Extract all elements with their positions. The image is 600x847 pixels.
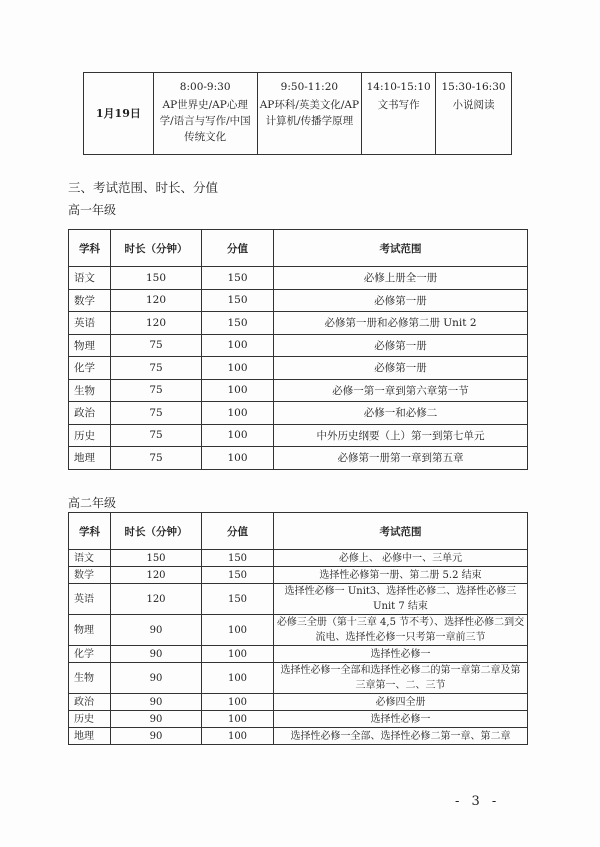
subject-cell: 化学 xyxy=(69,646,111,663)
duration-cell: 90 xyxy=(111,694,202,711)
duration-cell: 90 xyxy=(111,646,202,663)
slot-time: 8:00-9:30 xyxy=(179,81,231,93)
duration-cell: 75 xyxy=(111,402,202,425)
grade2-body xyxy=(69,550,528,745)
scope-cell: 必修上、 必修中一、三单元 xyxy=(274,550,528,567)
score-cell: 150 xyxy=(202,289,274,312)
table-row xyxy=(69,567,528,584)
scope-cell: 选择性必修一全部、选择性必修二第一章、第二章 xyxy=(274,728,528,745)
duration-cell: 120 xyxy=(111,312,202,335)
table-row xyxy=(69,267,528,290)
grade1-title: 高一年级 xyxy=(68,203,117,217)
table-row xyxy=(69,615,528,646)
table-row xyxy=(69,402,528,425)
subject-cell: 化学 xyxy=(69,357,111,380)
schedule-row xyxy=(84,73,512,155)
score-cell: 150 xyxy=(202,550,274,567)
schedule-slot xyxy=(257,73,362,155)
duration-cell: 150 xyxy=(111,267,202,290)
table-row xyxy=(69,447,528,470)
table-row xyxy=(69,334,528,357)
subject-cell: 政治 xyxy=(69,402,111,425)
duration-cell: 75 xyxy=(111,379,202,402)
header-scope: 考试范围 xyxy=(274,230,528,267)
duration-cell: 90 xyxy=(111,711,202,728)
duration-cell: 120 xyxy=(111,289,202,312)
page-number: - 3 - xyxy=(455,794,501,809)
score-cell: 100 xyxy=(202,711,274,728)
grade2-table xyxy=(68,512,528,745)
slot-time: 14:10-15:10 xyxy=(366,81,431,93)
header-subject: 学科 xyxy=(69,513,111,550)
score-cell: 100 xyxy=(202,663,274,694)
subject-cell: 历史 xyxy=(69,711,111,728)
header-row xyxy=(69,513,528,550)
subject-cell: 生物 xyxy=(69,379,111,402)
schedule-slot xyxy=(436,73,512,155)
subject-cell: 政治 xyxy=(69,694,111,711)
grade2-title: 高二年级 xyxy=(68,496,117,510)
header-duration: 时长（分钟） xyxy=(111,513,202,550)
table-row xyxy=(69,550,528,567)
table-row xyxy=(69,584,528,615)
scope-cell: 必修三全册（第十三章 4,5 节不考）、选择性必修二到交流电、选择性必修一只考第一章前三节 xyxy=(274,615,528,646)
scope-cell: 必修第一册第一章到第五章 xyxy=(274,447,528,470)
slot-time: 9:50-11:20 xyxy=(280,81,339,93)
slot-subjects: 小说阅读 xyxy=(452,99,495,111)
score-cell: 100 xyxy=(202,646,274,663)
header-row xyxy=(69,230,528,267)
duration-cell: 150 xyxy=(111,550,202,567)
duration-cell: 75 xyxy=(111,334,202,357)
subject-cell: 数学 xyxy=(69,567,111,584)
table-row xyxy=(69,694,528,711)
scope-cell: 必修第一册 xyxy=(274,357,528,380)
score-cell: 100 xyxy=(202,615,274,646)
score-cell: 100 xyxy=(202,402,274,425)
subject-cell: 语文 xyxy=(69,267,111,290)
duration-cell: 90 xyxy=(111,663,202,694)
slot-subjects: AP世界史/AP心理学/语言与写作/中国传统文化 xyxy=(159,99,251,143)
subject-cell: 历史 xyxy=(69,424,111,447)
scope-cell: 必修第一册 xyxy=(274,334,528,357)
table-row xyxy=(69,646,528,663)
duration-cell: 90 xyxy=(111,728,202,745)
table-row xyxy=(69,711,528,728)
scope-cell: 必修一和必修二 xyxy=(274,402,528,425)
header-score: 分值 xyxy=(202,513,274,550)
schedule-slot xyxy=(362,73,436,155)
scope-cell: 中外历史纲要（上）第一到第七单元 xyxy=(274,424,528,447)
header-subject: 学科 xyxy=(69,230,111,267)
subject-cell: 物理 xyxy=(69,615,111,646)
score-cell: 150 xyxy=(202,267,274,290)
table-row xyxy=(69,312,528,335)
scope-cell: 选择性必修一全部和选择性必修二的第一章第二章及第三章第一、二、三节 xyxy=(274,663,528,694)
score-cell: 100 xyxy=(202,694,274,711)
grade1-table xyxy=(68,229,528,470)
table-row xyxy=(69,289,528,312)
scope-cell: 必修第一册和必修第二册 Unit 2 xyxy=(274,312,528,335)
schedule-date: 1月19日 xyxy=(84,73,154,155)
score-cell: 150 xyxy=(202,312,274,335)
slot-time: 15:30-16:30 xyxy=(441,81,506,93)
table-row xyxy=(69,728,528,745)
score-cell: 100 xyxy=(202,357,274,380)
duration-cell: 75 xyxy=(111,424,202,447)
score-cell: 100 xyxy=(202,728,274,745)
exam-schedule-table xyxy=(83,72,512,155)
duration-cell: 75 xyxy=(111,447,202,470)
table-row xyxy=(69,357,528,380)
scope-cell: 选择性必修一 xyxy=(274,711,528,728)
subject-cell: 语文 xyxy=(69,550,111,567)
scope-cell: 选择性必修第一册、第二册 5.2 结束 xyxy=(274,567,528,584)
duration-cell: 120 xyxy=(111,567,202,584)
duration-cell: 90 xyxy=(111,615,202,646)
subject-cell: 英语 xyxy=(69,312,111,335)
section-heading: 三、考试范围、时长、分值 xyxy=(68,180,219,195)
subject-cell: 英语 xyxy=(69,584,111,615)
duration-cell: 120 xyxy=(111,584,202,615)
header-duration: 时长（分钟） xyxy=(111,230,202,267)
header-scope: 考试范围 xyxy=(274,513,528,550)
table-row xyxy=(69,379,528,402)
subject-cell: 生物 xyxy=(69,663,111,694)
header-score: 分值 xyxy=(202,230,274,267)
schedule-slot xyxy=(153,73,257,155)
score-cell: 100 xyxy=(202,379,274,402)
table-row xyxy=(69,663,528,694)
score-cell: 150 xyxy=(202,567,274,584)
scope-cell: 必修上册全一册 xyxy=(274,267,528,290)
score-cell: 150 xyxy=(202,584,274,615)
score-cell: 100 xyxy=(202,424,274,447)
subject-cell: 地理 xyxy=(69,728,111,745)
scope-cell: 必修第一册 xyxy=(274,289,528,312)
slot-subjects: 文书写作 xyxy=(377,99,420,111)
table-row xyxy=(69,424,528,447)
duration-cell: 75 xyxy=(111,357,202,380)
subject-cell: 地理 xyxy=(69,447,111,470)
score-cell: 100 xyxy=(202,334,274,357)
score-cell: 100 xyxy=(202,447,274,470)
scope-cell: 必修一第一章到第六章第一节 xyxy=(274,379,528,402)
scope-cell: 选择性必修一 Unit3、选择性必修二、选择性必修三 Unit 7 结束 xyxy=(274,584,528,615)
subject-cell: 数学 xyxy=(69,289,111,312)
scope-cell: 必修四全册 xyxy=(274,694,528,711)
grade1-body xyxy=(69,267,528,470)
subject-cell: 物理 xyxy=(69,334,111,357)
slot-subjects: AP环科/英美文化/AP计算机/传播学原理 xyxy=(259,99,360,127)
scope-cell: 选择性必修一 xyxy=(274,646,528,663)
